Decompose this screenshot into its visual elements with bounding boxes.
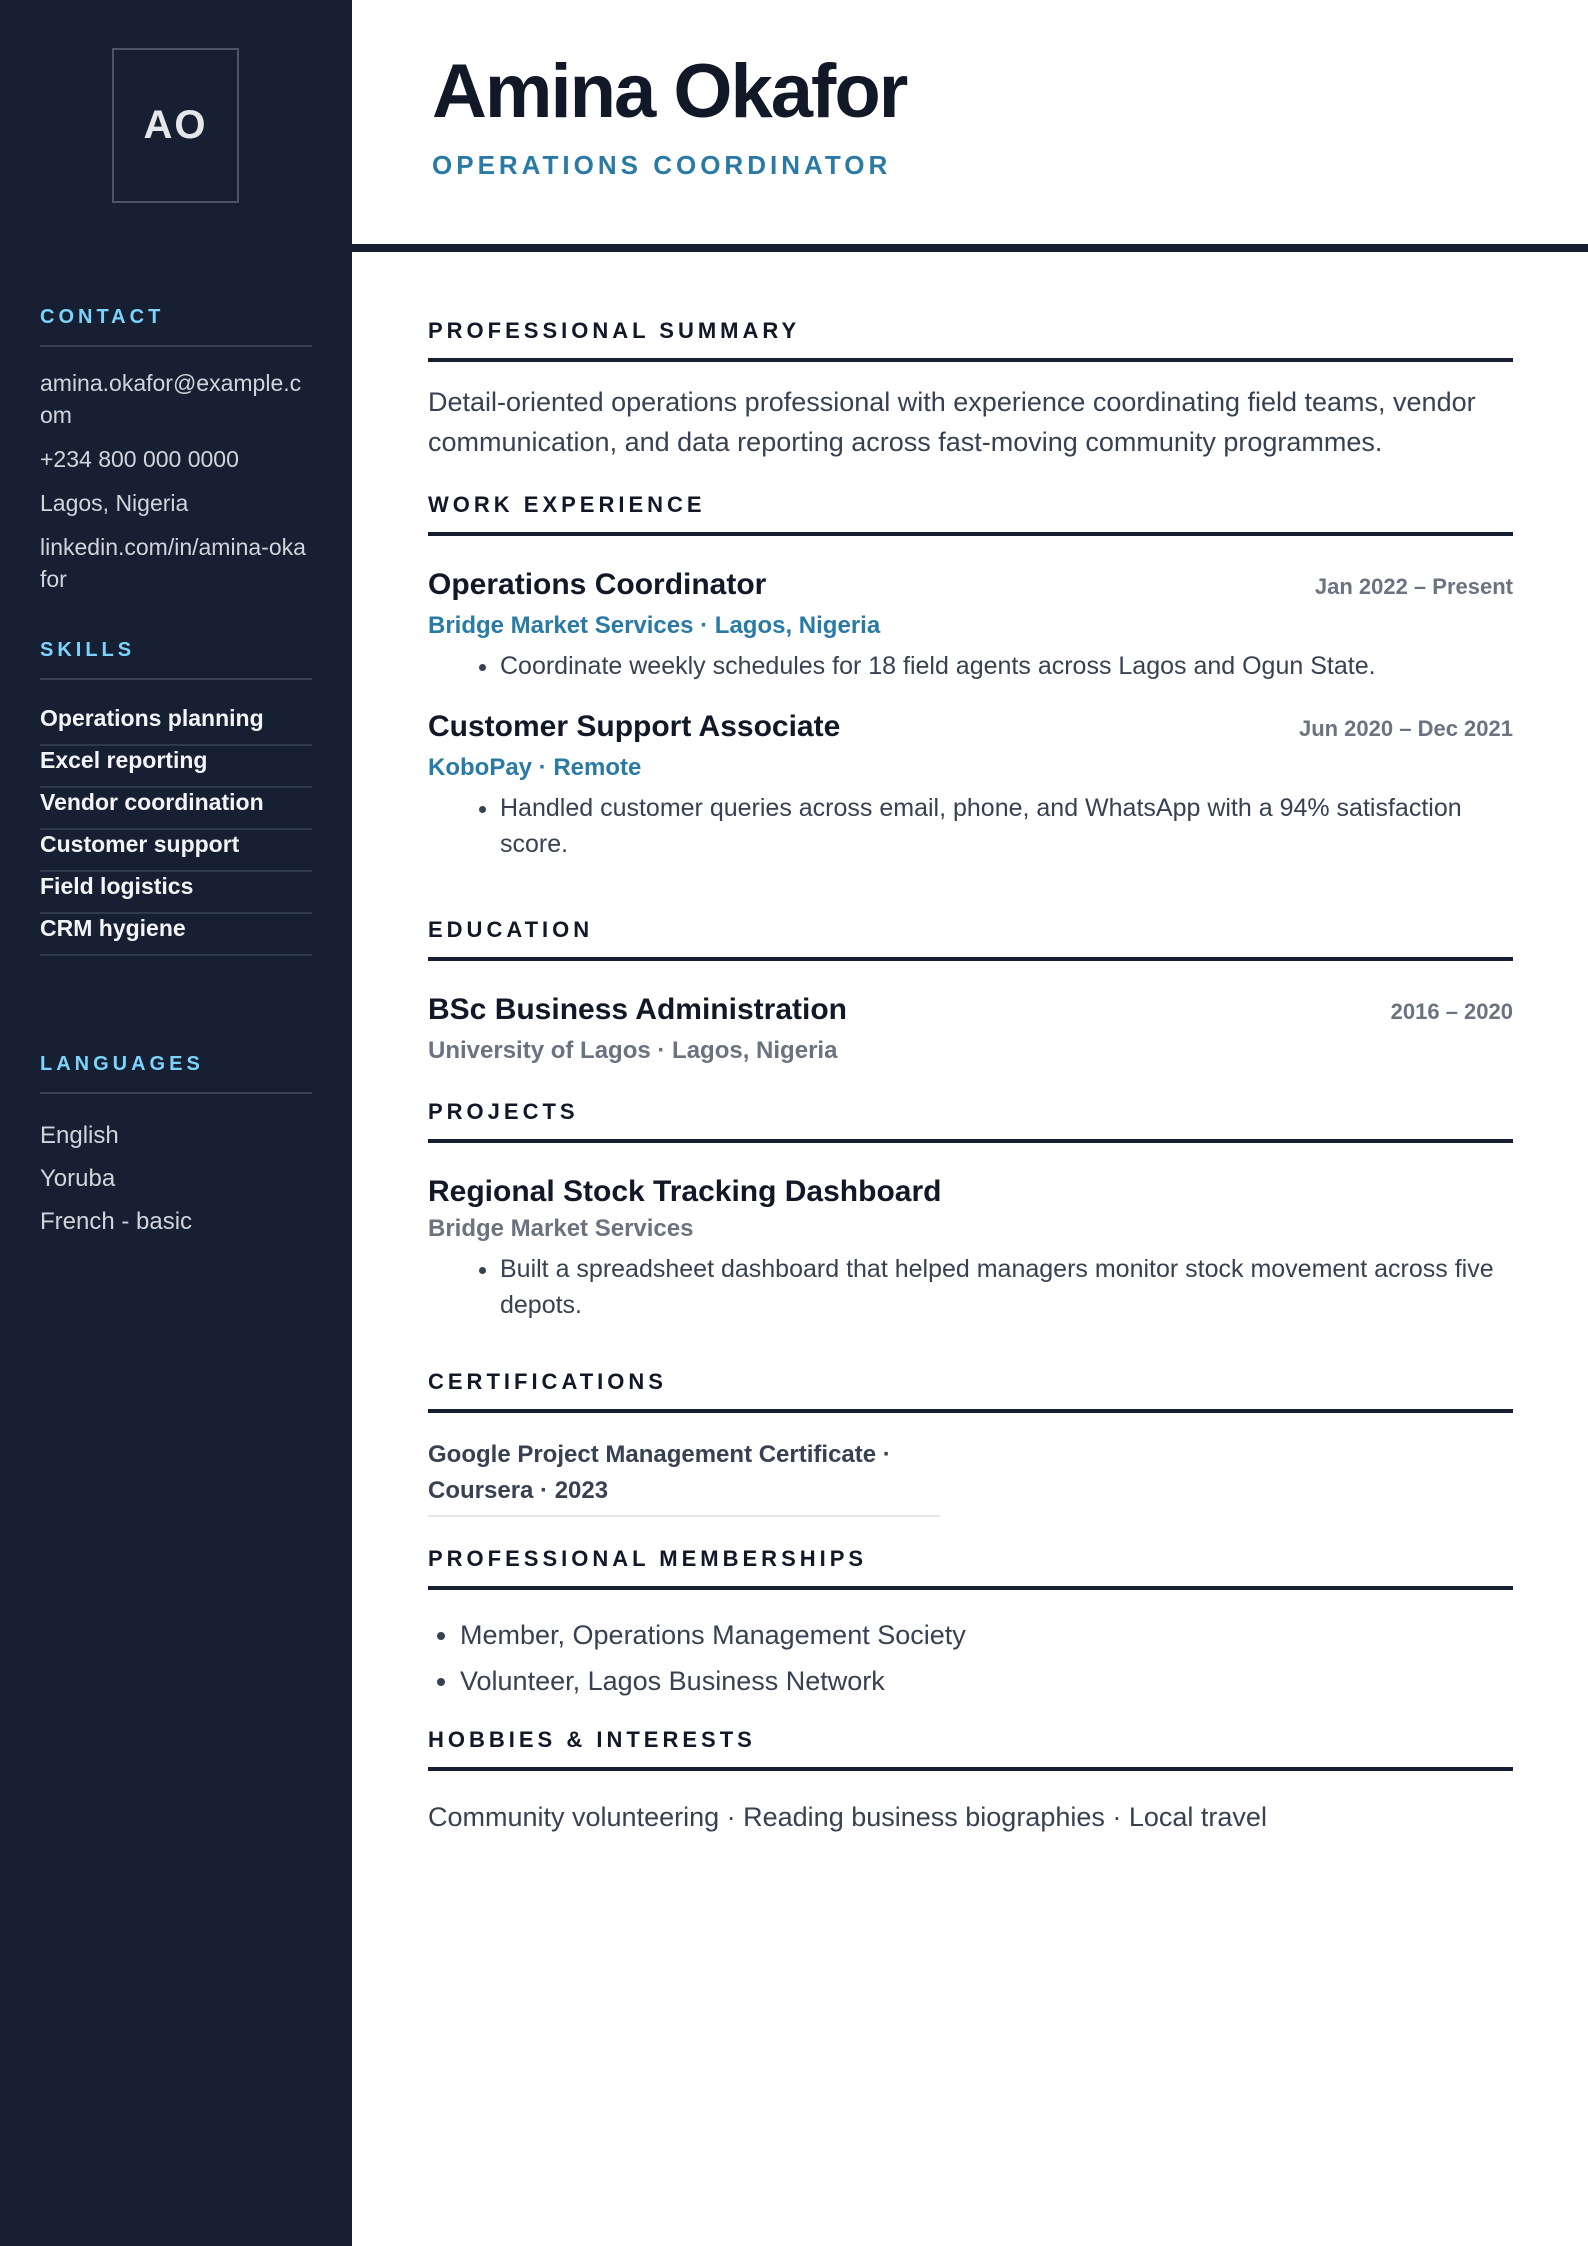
skills-list xyxy=(40,692,312,956)
memberships-heading: PROFESSIONAL MEMBERSHIPS xyxy=(428,1546,1513,1590)
job-org: KoboPay · Remote xyxy=(428,754,642,781)
degree-title: BSc Business Administration xyxy=(428,993,847,1026)
job-bullets xyxy=(428,648,1513,684)
skill-item: CRM hygiene xyxy=(40,902,312,956)
job-entry xyxy=(428,568,1513,684)
project-entry xyxy=(428,1175,1513,1323)
project-org: Bridge Market Services xyxy=(428,1215,694,1242)
skills-section xyxy=(40,639,312,956)
project-title: Regional Stock Tracking Dashboard xyxy=(428,1175,942,1208)
experience-heading: WORK EXPERIENCE xyxy=(428,492,1513,536)
languages-heading: LANGUAGES xyxy=(40,1053,312,1094)
summary-heading: PROFESSIONAL SUMMARY xyxy=(428,318,1513,362)
summary-section xyxy=(428,318,1513,462)
hobbies-section xyxy=(428,1727,1513,1837)
education-section xyxy=(428,917,1513,1065)
memberships-list xyxy=(428,1612,1513,1704)
job-dates: Jun 2020 – Dec 2021 xyxy=(1298,716,1513,741)
skill-item: Operations planning xyxy=(40,692,312,746)
education-heading: EDUCATION xyxy=(428,917,1513,961)
skill-item: Excel reporting xyxy=(40,734,312,788)
projects-section xyxy=(428,1099,1513,1323)
phone-text: +234 800 000 0000 xyxy=(40,446,239,472)
bullet-item: • Coordinate weekly schedules for 18 field agents across Lagos and Ogun State. xyxy=(500,648,1513,684)
hobbies-text: Community volunteering · Reading business biographies · Local travel xyxy=(428,1802,1267,1832)
school-name: University of Lagos · Lagos, Nigeria xyxy=(428,1037,838,1064)
bullet-item: • Built a spreadsheet dashboard that helped managers monitor stock movement across five depots. xyxy=(500,1251,1513,1323)
linkedin-link[interactable]: linkedin.com/in/amina-okafor xyxy=(40,534,306,592)
sidebar xyxy=(0,0,352,2246)
skill-item: Vendor coordination xyxy=(40,776,312,830)
education-dates: 2016 – 2020 xyxy=(1390,999,1513,1024)
job-title: Customer Support Associate xyxy=(428,710,841,743)
memberships-section xyxy=(428,1546,1513,1704)
resume-header xyxy=(352,0,1588,252)
membership-item: • Volunteer, Lagos Business Network xyxy=(460,1658,1513,1704)
job-dates: Jan 2022 – Present xyxy=(1314,574,1513,599)
job-org: Bridge Market Services · Lagos, Nigeria xyxy=(428,612,881,639)
language-item: English xyxy=(40,1122,119,1149)
bullet-item: • Handled customer queries across email, phone, and WhatsApp with a 94% satisfaction score. xyxy=(500,790,1513,862)
contact-section xyxy=(40,306,312,607)
language-item: Yoruba xyxy=(40,1165,116,1192)
hobbies-heading: HOBBIES & INTERESTS xyxy=(428,1727,1513,1771)
email-text[interactable]: amina.okafor@example.com xyxy=(40,370,302,428)
job-bullets xyxy=(428,790,1513,862)
skill-item: Field logistics xyxy=(40,860,312,914)
location-text: Lagos, Nigeria xyxy=(40,490,189,516)
summary-text: Detail-oriented operations professional with experience coordinating field teams, vendor communication, and data reporting across fast-moving community programmes. xyxy=(428,387,1476,457)
candidate-title: OPERATIONS COORDINATOR xyxy=(432,150,892,180)
job-title: Operations Coordinator xyxy=(428,568,767,601)
languages-section xyxy=(40,1053,312,1243)
main-content xyxy=(352,0,1588,2246)
skill-item: Customer support xyxy=(40,818,312,872)
job-entry xyxy=(428,710,1513,862)
language-item: French - basic xyxy=(40,1208,193,1235)
contact-heading: CONTACT xyxy=(40,306,312,347)
education-entry xyxy=(428,993,1513,1065)
certifications-heading: CERTIFICATIONS xyxy=(428,1369,1513,1413)
certification-item: Google Project Management Certificate · Coursera · 2023 xyxy=(428,1437,940,1517)
certifications-section xyxy=(428,1369,1513,1517)
experience-section xyxy=(428,492,1513,862)
projects-heading: PROJECTS xyxy=(428,1099,1513,1143)
membership-item: • Member, Operations Management Society xyxy=(460,1612,1513,1658)
initials-badge: AO xyxy=(112,48,239,203)
candidate-name: Amina Okafor xyxy=(432,49,907,134)
skills-heading: SKILLS xyxy=(40,639,312,680)
project-bullets xyxy=(428,1251,1513,1323)
